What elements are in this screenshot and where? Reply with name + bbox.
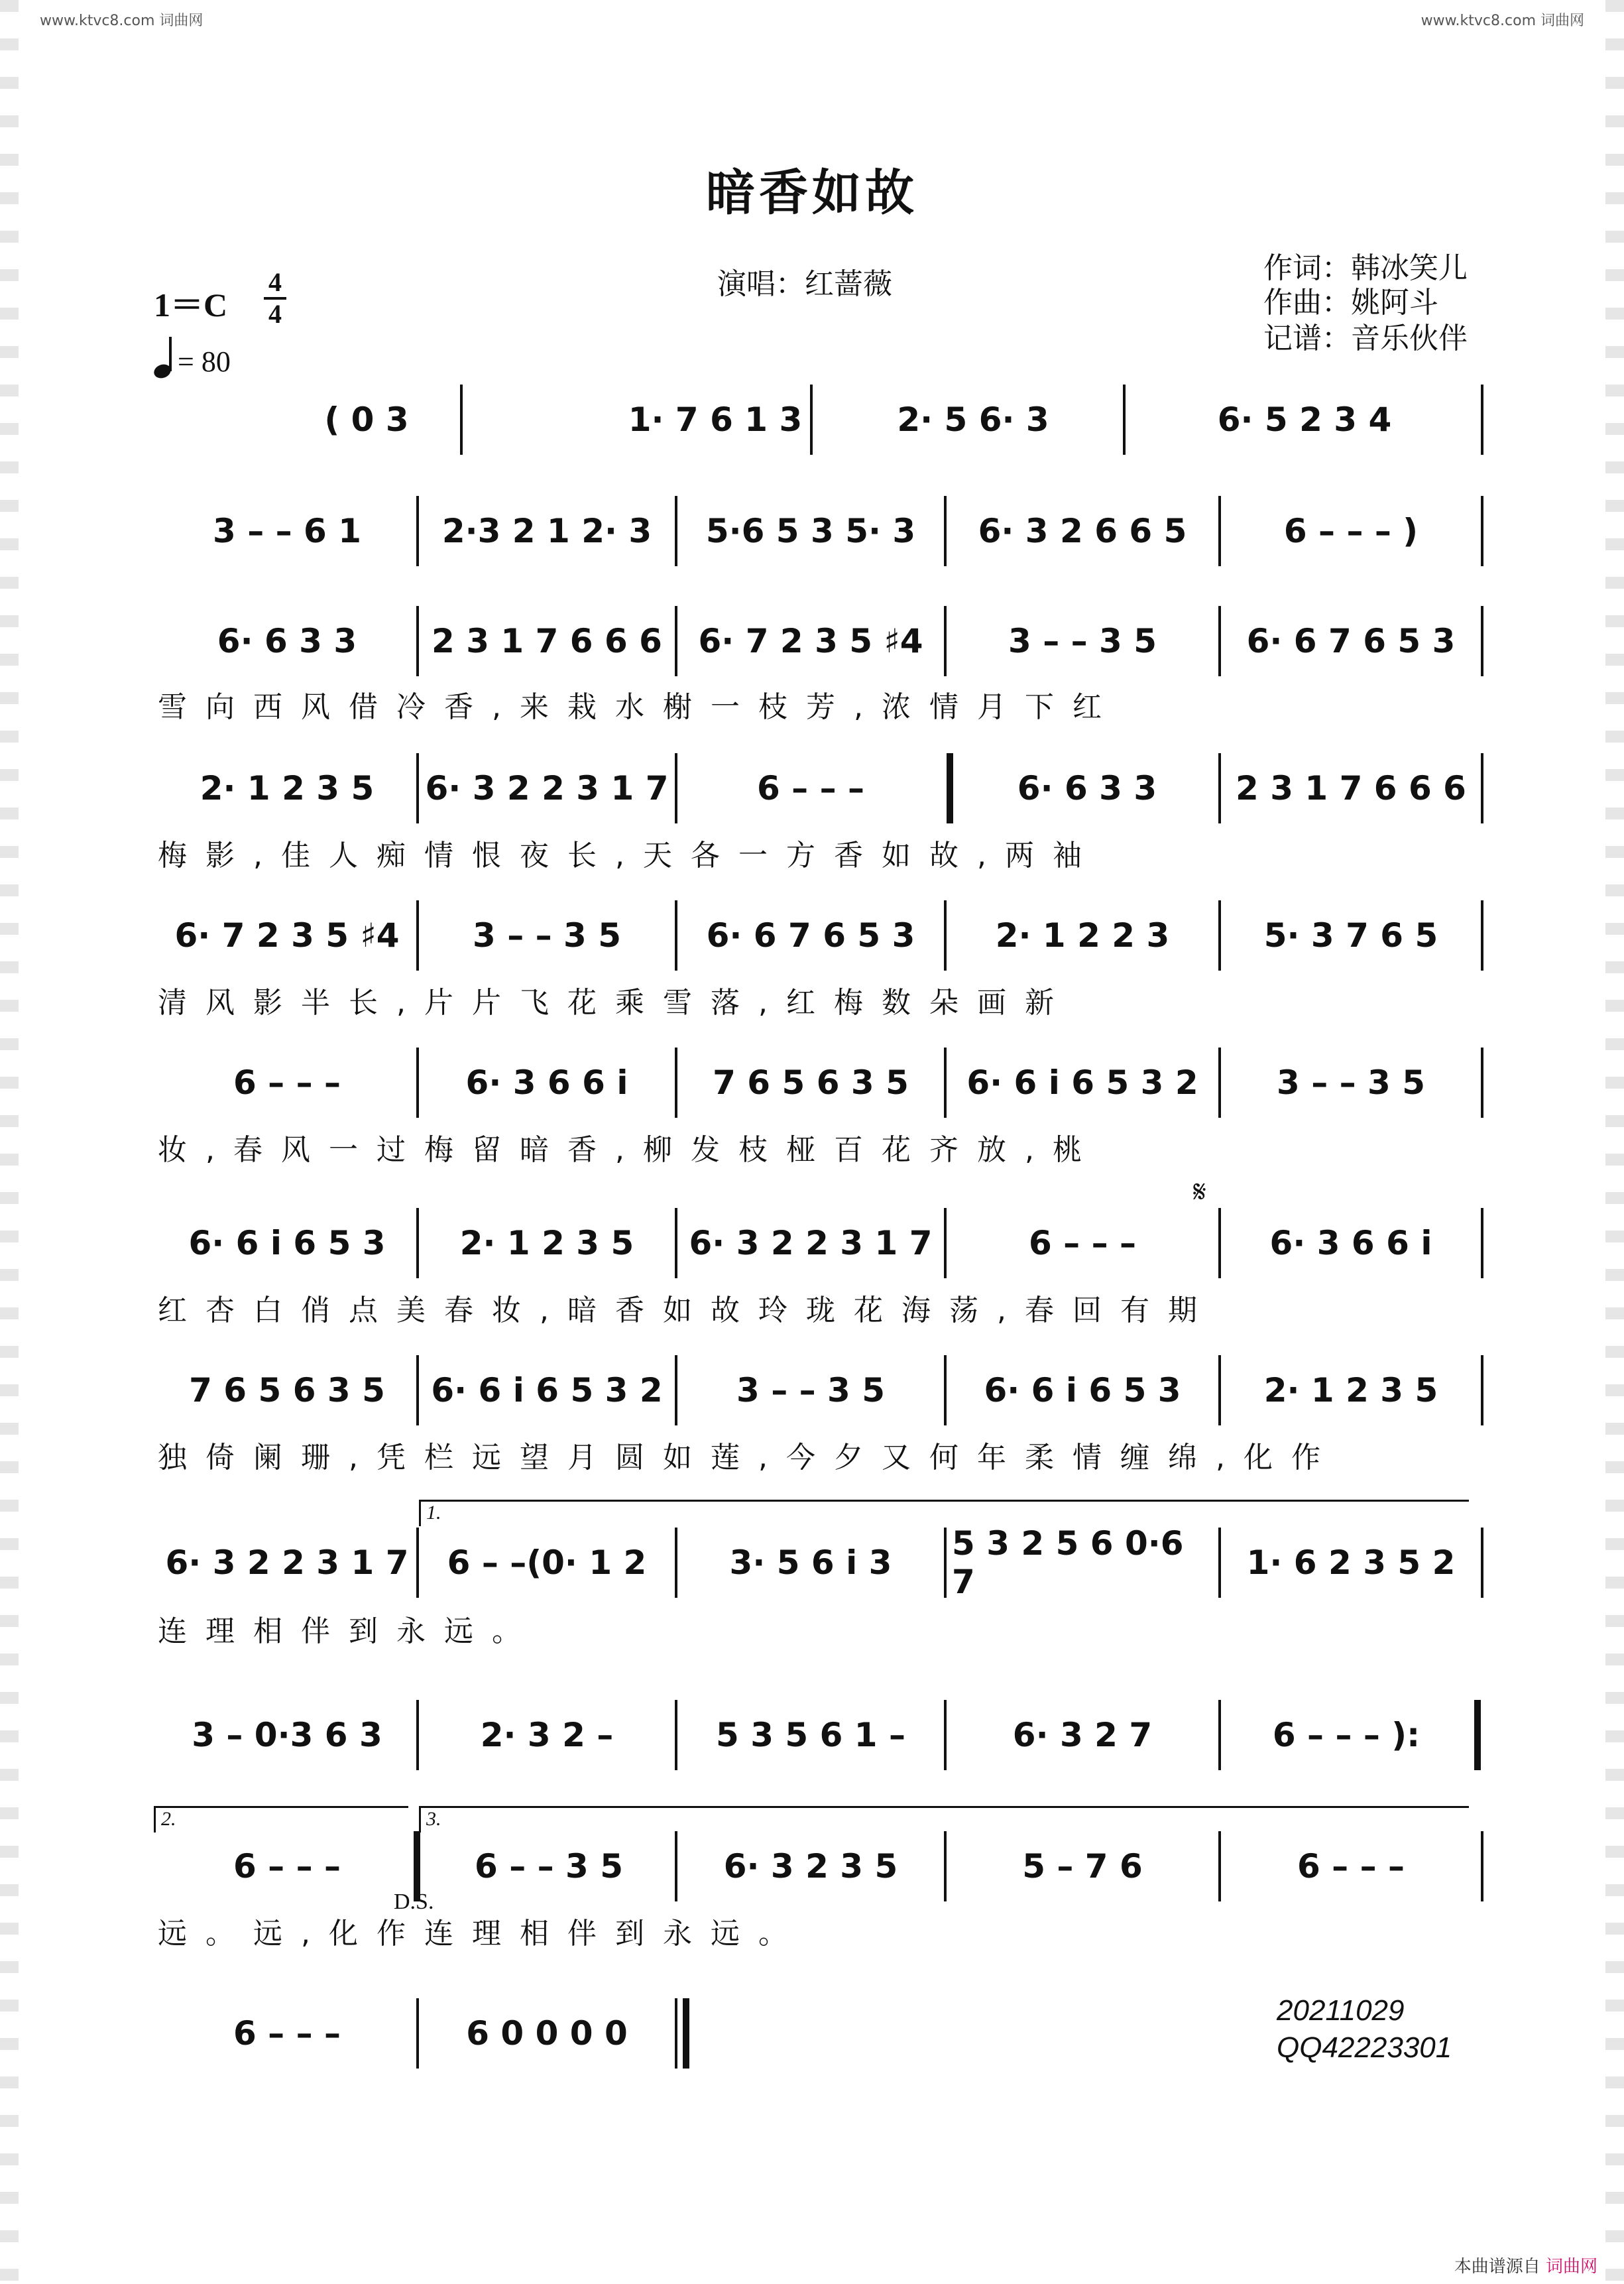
transcriber-qq: QQ42223301 bbox=[1277, 2031, 1452, 2064]
lyricist-credit: 作词：韩冰笑儿 bbox=[1263, 251, 1468, 285]
score-system-4 bbox=[158, 758, 1483, 818]
measure: 2· 1 2 3 5 bbox=[1263, 1371, 1438, 1410]
measure: 6· 3 6 6 i bbox=[1269, 1224, 1432, 1262]
measure: 6· 3 2 2 3 1 7 bbox=[689, 1224, 933, 1262]
measure: 6 – – – ): bbox=[1272, 1716, 1421, 1754]
source-credit bbox=[1454, 2253, 1597, 2277]
measure: 2· 1 2 3 5 bbox=[200, 769, 375, 808]
score-system-6 bbox=[158, 1053, 1483, 1112]
site-watermark-left: www.ktvc8.com 词曲网 bbox=[40, 13, 203, 29]
right-decorative-border bbox=[1605, 0, 1624, 2284]
time-signature-top: 4 bbox=[268, 267, 282, 297]
measure: 6· 6 i 6 5 3 2 bbox=[966, 1063, 1198, 1102]
measure: 6 – – – bbox=[233, 1847, 341, 1886]
measure: 6 – –(0· 1 2 bbox=[447, 1543, 647, 1582]
measure: 6· 6 i 6 5 3 bbox=[984, 1371, 1181, 1410]
source-credit-prefix: 本曲谱源自 bbox=[1454, 2257, 1540, 2277]
measure: 1· 7 6 1 3 bbox=[628, 400, 803, 439]
measure: 5 – 7 6 bbox=[1022, 1847, 1143, 1886]
volta-bracket-2: 2. bbox=[154, 1806, 408, 1833]
measure: 6· 7 2 3 5 ♯4 bbox=[698, 622, 923, 660]
lyrics-line: 清风影半长,片片飞花乘雪落,红梅数朵画新 bbox=[158, 986, 1073, 1020]
measure: 3· 5 6 i 3 bbox=[729, 1543, 892, 1582]
measure: 5 3 2 5 6 0·6 7 bbox=[952, 1524, 1184, 1601]
measure: ( 0 3 bbox=[324, 400, 409, 439]
score-system-8 bbox=[158, 1360, 1483, 1420]
measure: 6· 3 2 6 6 5 bbox=[978, 512, 1187, 550]
segno-sign: 𝄋 bbox=[1193, 1173, 1206, 1209]
singer-credit: 演唱：红蔷薇 bbox=[717, 267, 892, 301]
left-decorative-border bbox=[0, 0, 19, 2284]
measure: 2· 1 2 2 3 bbox=[995, 916, 1170, 955]
volta-bracket-3: 3. bbox=[419, 1806, 1469, 1833]
score-system-1 bbox=[158, 390, 1483, 450]
measure: 2·3 2 1 2· 3 bbox=[441, 512, 652, 550]
measure: 2 3 1 7 6 6 6 bbox=[432, 622, 662, 660]
measure: 3 – – 3 5 bbox=[1277, 1063, 1425, 1102]
score-system-10 bbox=[158, 1705, 1483, 1765]
measure: 6· 5 2 3 4 bbox=[1217, 400, 1392, 439]
score-system-9 bbox=[158, 1524, 1483, 1601]
measure: 5·6 5 3 5· 3 bbox=[705, 512, 916, 550]
volta-bracket-1: 1. bbox=[419, 1500, 1469, 1526]
measure: 6· 6 3 3 bbox=[1017, 769, 1157, 808]
measure: 5· 3 7 6 5 bbox=[1263, 916, 1438, 955]
measure: 6 – – – bbox=[1028, 1224, 1136, 1262]
measure: 6 – – 3 5 bbox=[475, 1847, 623, 1886]
site-watermark-right: www.ktvc8.com 词曲网 bbox=[1421, 13, 1584, 29]
measure: 6 – – – bbox=[233, 1063, 341, 1102]
measure: 3 – 0·3 6 3 bbox=[192, 1716, 382, 1754]
song-title: 暗香如故 bbox=[706, 164, 918, 221]
source-site-link[interactable]: 词曲网 bbox=[1545, 2257, 1597, 2277]
lyrics-line: 连理相伴到永远。 bbox=[158, 1614, 540, 1648]
measure: 3 – – 3 5 bbox=[473, 916, 621, 955]
measure: 6· 6 7 6 5 3 bbox=[706, 916, 915, 955]
measure: 2· 1 2 3 5 bbox=[459, 1224, 634, 1262]
score-system-7 bbox=[158, 1213, 1483, 1273]
measure: 6· 3 2 2 3 1 7 bbox=[425, 769, 669, 808]
measure: 2· 3 2 – bbox=[480, 1716, 614, 1754]
lyrics-line: 远。远,化作连理相伴到永远。 bbox=[158, 1917, 806, 1951]
score-system-12 bbox=[158, 2004, 688, 2063]
measure: 2 3 1 7 6 6 6 bbox=[1236, 769, 1466, 808]
measure: 6 0 0 0 0 bbox=[466, 2014, 628, 2053]
transcriber-credit: 记谱：音乐伙伴 bbox=[1263, 322, 1468, 355]
lyrics-line: 梅影,佳人痴情恨夜长,天各一方香如故,两袖 bbox=[158, 839, 1100, 872]
lyrics-line: 妆,春风一过梅留暗香,柳发枝桠百花齐放,桃 bbox=[158, 1133, 1100, 1167]
measure: 3 – – 3 5 bbox=[736, 1371, 885, 1410]
measure: 6· 3 6 6 i bbox=[465, 1063, 628, 1102]
measure: 6· 3 2 7 bbox=[1012, 1716, 1153, 1754]
measure: 6· 7 2 3 5 ♯4 bbox=[174, 916, 400, 955]
composer-credit: 作曲：姚阿斗 bbox=[1263, 286, 1438, 320]
tempo-marking bbox=[154, 337, 231, 379]
time-signature-bottom: 4 bbox=[268, 299, 282, 329]
quarter-note-icon bbox=[154, 337, 174, 378]
score-system-11 bbox=[158, 1836, 1483, 1896]
tempo-value: = 80 bbox=[178, 345, 231, 378]
time-signature bbox=[264, 268, 286, 329]
measure: 6 – – – bbox=[233, 2014, 341, 2053]
measure: 7 6 5 6 3 5 bbox=[713, 1063, 909, 1102]
lyrics-line: 雪向西风借冷香,来栽水榭一枝芳,浓情月下红 bbox=[158, 690, 1120, 724]
measure: 5 3 5 6 1 – bbox=[716, 1716, 905, 1754]
score-system-2 bbox=[158, 501, 1483, 561]
measure: 6· 3 2 2 3 1 7 bbox=[165, 1543, 409, 1582]
measure: 6· 6 i 6 5 3 2 bbox=[431, 1371, 663, 1410]
dal-segno-marking: D.S. bbox=[394, 1890, 434, 1914]
lyrics-line: 红杏白俏点美春妆,暗香如故玲珑花海荡,春回有期 bbox=[158, 1293, 1216, 1327]
measure: 6· 6 i 6 5 3 bbox=[188, 1224, 386, 1262]
lyrics-line: 独倚阑珊,凭栏远望月圆如莲,今夕又何年柔情缠绵,化作 bbox=[158, 1441, 1339, 1474]
score-system-3 bbox=[158, 611, 1483, 671]
measure: 6· 6 3 3 bbox=[217, 622, 357, 660]
measure: 3 – – 3 5 bbox=[1008, 622, 1157, 660]
measure: 2· 5 6· 3 bbox=[897, 400, 1049, 439]
score-system-5 bbox=[158, 906, 1483, 965]
measure: 1· 6 2 3 5 2 bbox=[1246, 1543, 1456, 1582]
measure: 6 – – – ) bbox=[1283, 512, 1419, 550]
measure: 6 – – – bbox=[756, 769, 864, 808]
measure: 3 – – 6 1 bbox=[213, 512, 361, 550]
transcription-date: 20211029 bbox=[1277, 1994, 1405, 2027]
measure: 7 6 5 6 3 5 bbox=[189, 1371, 385, 1410]
key-signature: 1＝C bbox=[154, 286, 228, 324]
measure: 6· 3 2 3 5 bbox=[723, 1847, 898, 1886]
measure: 6· 6 7 6 5 3 bbox=[1246, 622, 1456, 660]
measure: 6 – – – bbox=[1297, 1847, 1405, 1886]
